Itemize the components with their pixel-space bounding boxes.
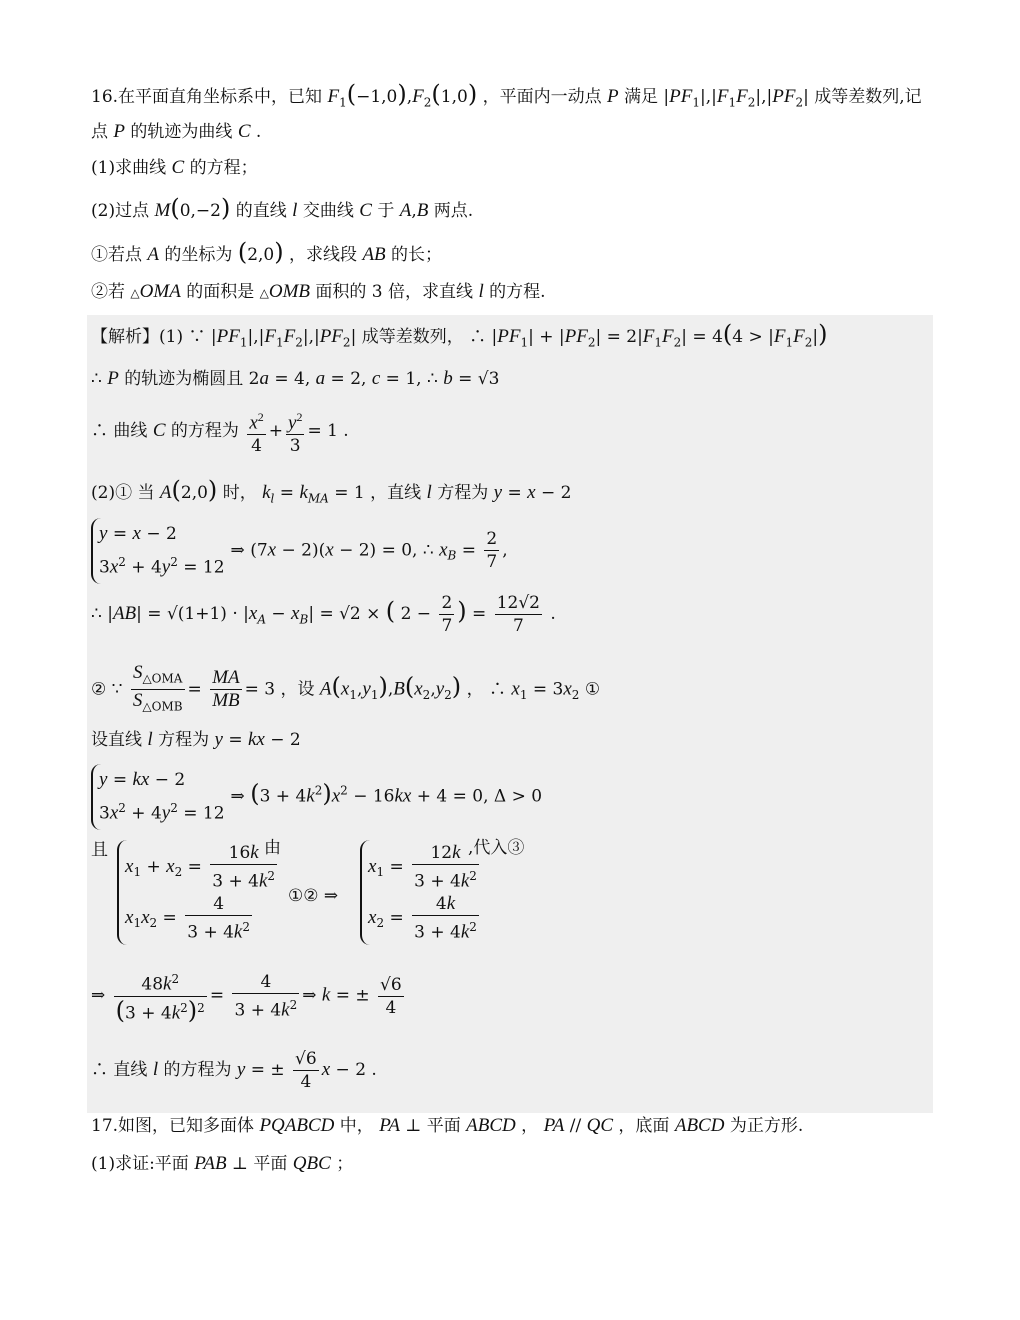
roots-system: $x_1$ = $\frac{12k}{3 + 4k^2}$ $x_2$ = $\frac{4k}{3 + 4k^2}$ (360, 840, 488, 945)
solution-qie: 且 (91, 840, 108, 860)
q16-stem-line1: 16.在平面直角坐标系中，已知 $F_1(-1,0),F_2(1,0)$ ，平面内一动点 P 满足 $|PF_1|,|F_1F_2|,|PF_2|$ 成等差数列,记 (91, 80, 922, 110)
solution-line-7: ② ∵ $\frac{S_{\triangle OMA}}{S_{\triangle OMB}}$ = $\frac{MA}{MB}$ = 3 ，设 $A(x_1,y_1),B(x_2,y_2)$ ， ∴ $x_1 = 3x_2$ ① (91, 662, 601, 714)
q16-part2-a: ①若点 A 的坐标为 (2,0) ，求线段 AB 的长； (91, 238, 443, 266)
solution-step: ①② ⇒ (288, 886, 339, 906)
q16-part1: (1)求曲线 C 的方程； (91, 157, 258, 178)
solution-line-11: ⇒ $\frac{48k^2}{(3 + 4k^2)^2}$ = $\frac{4}{3 + 4k^2}$ ⇒ k = ± $\frac{√6}{4}$ (91, 968, 407, 1024)
solution-dairu: ,代入③ (468, 838, 525, 858)
solution-line-9: y = kx − 2 $3x^2 + 4y^2 = 12$ ⇒ $(3 + 4k^2)x^2 - 16kx + 4 = 0$, Δ > 0 (91, 764, 542, 830)
solution-line-3: ∴ 曲线 C 的方程为 $\frac{x^2}{4}$ + $\frac{y^2}{3}$ = 1 . (91, 406, 349, 457)
q17-part1: (1)求证:平面 PAB ⊥ 平面 QBC ； (91, 1153, 354, 1174)
solution-line-12: ∴ 直线 l 的方程为 y = ± $\frac{√6}{4}$ x − 2 . (91, 1049, 377, 1092)
q16-part2-b: ②若 △OMA 的面积是 △OMB 面积的 3 倍，求直线 l 的方程. (91, 281, 546, 302)
solution-line-2: ∴ P 的轨迹为椭圆且 2a = 4, a = 2, c = 1, ∴ b = √3 (91, 368, 500, 389)
solution-line-1: 【解析】(1) ∵ $|PF_1|,|F_1F_2|,|PF_2|$ 成等差数列， ∴ $|PF_1| + |PF_2| = 2|F_1F_2| = 4(4 > |F_1F_2|)$ (91, 320, 828, 350)
solution-you: 由 (264, 838, 281, 858)
q17-stem: 17.如图，已知多面体 PQABCD 中， PA ⊥ 平面 ABCD ， PA // QC ，底面 ABCD 为正方形. (91, 1115, 804, 1136)
q16-stem-line2: 点 P 的轨迹为曲线 C . (91, 121, 262, 142)
q16-part2: (2)过点 M(0,−2) 的直线 l 交曲线 C 于 A,B 两点. (91, 194, 474, 222)
vieta-system: $x_1 + x_2$ = $\frac{16k}{3 + 4k^2}$ $x_1x_2$ = $\frac{4}{3 + 4k^2}$ (117, 840, 286, 945)
solution-line-4: (2)① 当 A(2,0) 时， $k_l = k_{MA} = 1$ ，直线 l 方程为 y = x − 2 (91, 476, 572, 506)
solution-line-6: ∴ $|AB| = √(1+1) \cdot |x_A - x_B| = √2$ × ( 2 − $\frac{2}{7}$ ) = $\frac{12√2}{7}$ . (91, 593, 556, 636)
solution-line-5: y = x − 2 $3x^2 + 4y^2 = 12$ ⇒ (7x − 2)(x − 2) = 0, ∴ $x_B$ = $\frac{2}{7}$ , (91, 518, 508, 584)
solution-line-8: 设直线 l 方程为 y = kx − 2 (91, 729, 301, 750)
